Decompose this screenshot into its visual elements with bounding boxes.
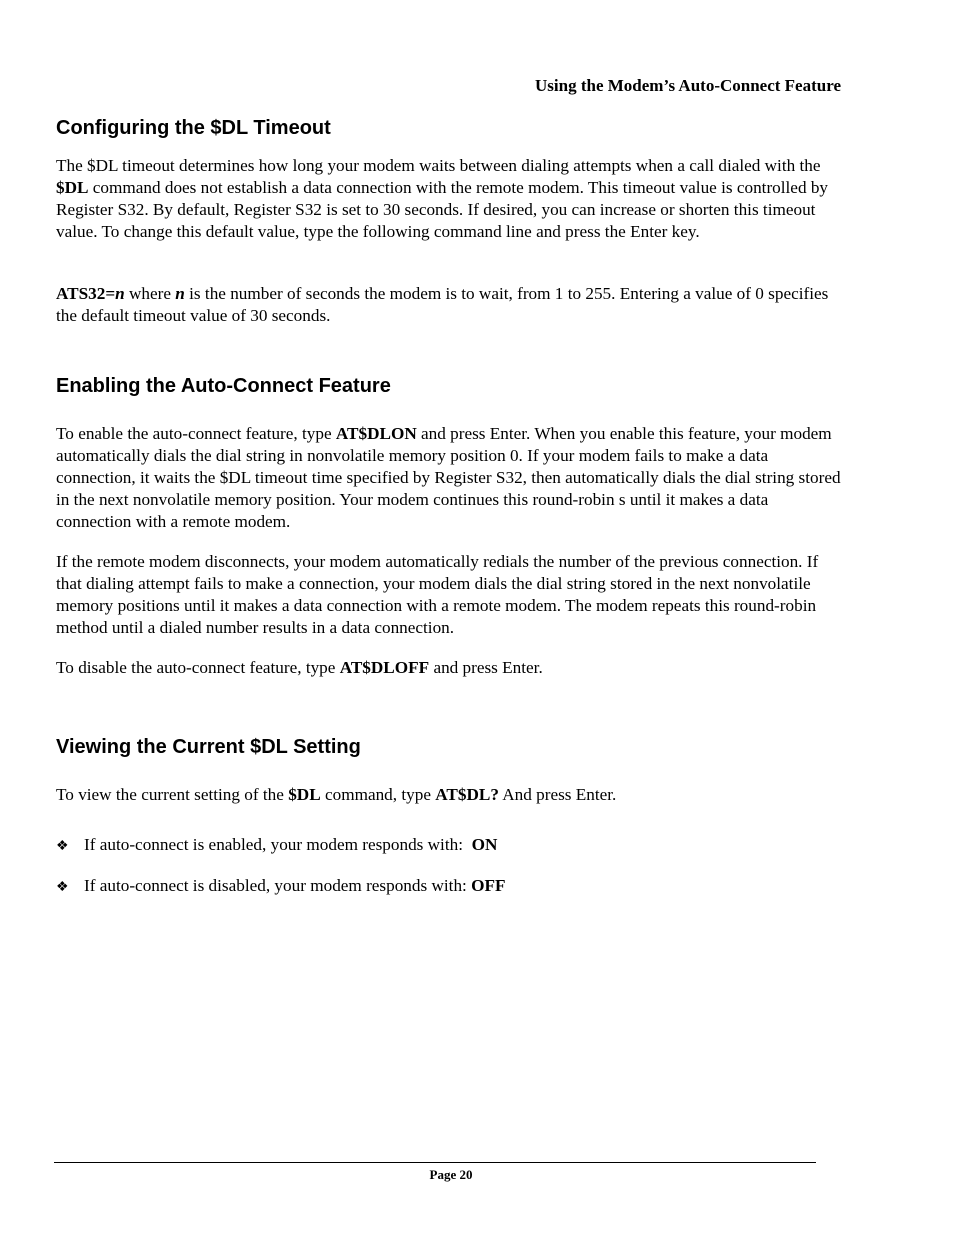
section-heading-enable-auto-connect: Enabling the Auto-Connect Feature — [56, 375, 391, 397]
text-run: is the number of seconds the modem is to wait, from 1 to 255. Entering a value of 0 specifies the default timeout value of 30 seconds. — [56, 284, 829, 325]
text-run: and press Enter. — [429, 658, 543, 677]
text-run: To disable the auto-connect feature, type — [56, 658, 340, 677]
variable-n: n — [115, 284, 125, 303]
bullet-text: If auto-connect is disabled, your modem responds with: — [84, 876, 472, 895]
command-ats32: ATS32= — [56, 284, 116, 303]
section-heading-view-setting: Viewing the Current $DL Setting — [56, 736, 361, 758]
command-dl: $DL — [56, 178, 89, 197]
command-dl: $DL — [288, 785, 321, 804]
command-atdl-query: AT$DL? — [435, 785, 499, 804]
page-number: Page 20 — [429, 1167, 473, 1182]
command-atdloff: AT$DLOFF — [339, 658, 430, 677]
response-value: ON — [471, 835, 498, 854]
paragraph-dl-timeout-intro — [56, 155, 846, 243]
diamond-bullet-icon: ❖ — [56, 839, 69, 854]
variable-n: n — [175, 284, 185, 303]
text-run: And press Enter. — [498, 785, 617, 804]
paragraph-enable-auto-connect — [56, 423, 846, 533]
command-atdlon: AT$DLON — [335, 424, 417, 443]
text-run: and press Enter. When you enable this feature, your modem automatically dials the dial string in nonvolatile memory position 0. If your modem fails to make a data connection, it waits the $DL timeout time specified by Register S32, then automatically dials the dial string stored in the next nonvolatile memory position. Your modem continues this round-robin s until it makes a data connection with a remote modem. — [56, 424, 841, 531]
section-heading-dl-timeout: Configuring the $DL Timeout — [56, 117, 331, 139]
text-run: To enable the auto-connect feature, type — [56, 424, 336, 443]
paragraph-remote-disconnect: If the remote modem disconnects, your modem automatically redials the number of the previous connection. If that dialing attempt fails to make a connection, your modem dials the dial string stored in the next nonvolatile memory positions until it makes a data connection with a remote modem. The modem repeats this round-robin method until a dialed number results in a data connection. — [56, 552, 819, 637]
bullet-item-enabled — [56, 834, 497, 858]
text-run: The $DL timeout determines how long your modem waits between dialing attempts when a call dialed with the — [56, 156, 821, 175]
running-header: Using the Modem’s Auto-Connect Feature — [535, 76, 841, 95]
paragraph-ats32 — [56, 283, 846, 327]
bullet-item-disabled — [56, 875, 506, 899]
diamond-bullet-icon: ❖ — [56, 880, 69, 895]
paragraph-disable-auto-connect — [56, 657, 846, 679]
bullet-text: If auto-connect is enabled, your modem responds with: — [84, 835, 472, 854]
text-run: where — [124, 284, 176, 303]
text-run: command, type — [320, 785, 436, 804]
text-run: To view the current setting of the — [56, 785, 289, 804]
paragraph-view-setting — [56, 784, 846, 806]
response-value: OFF — [471, 876, 506, 895]
footer-divider — [54, 1162, 816, 1163]
text-run: command does not establish a data connection with the remote modem. This timeout value is controlled by Register S32. By default, Register S32 is set to 30 seconds. If desired, you can increase or shorten this timeout value. To change this default value, type the following command line and press the Enter key. — [56, 178, 829, 241]
